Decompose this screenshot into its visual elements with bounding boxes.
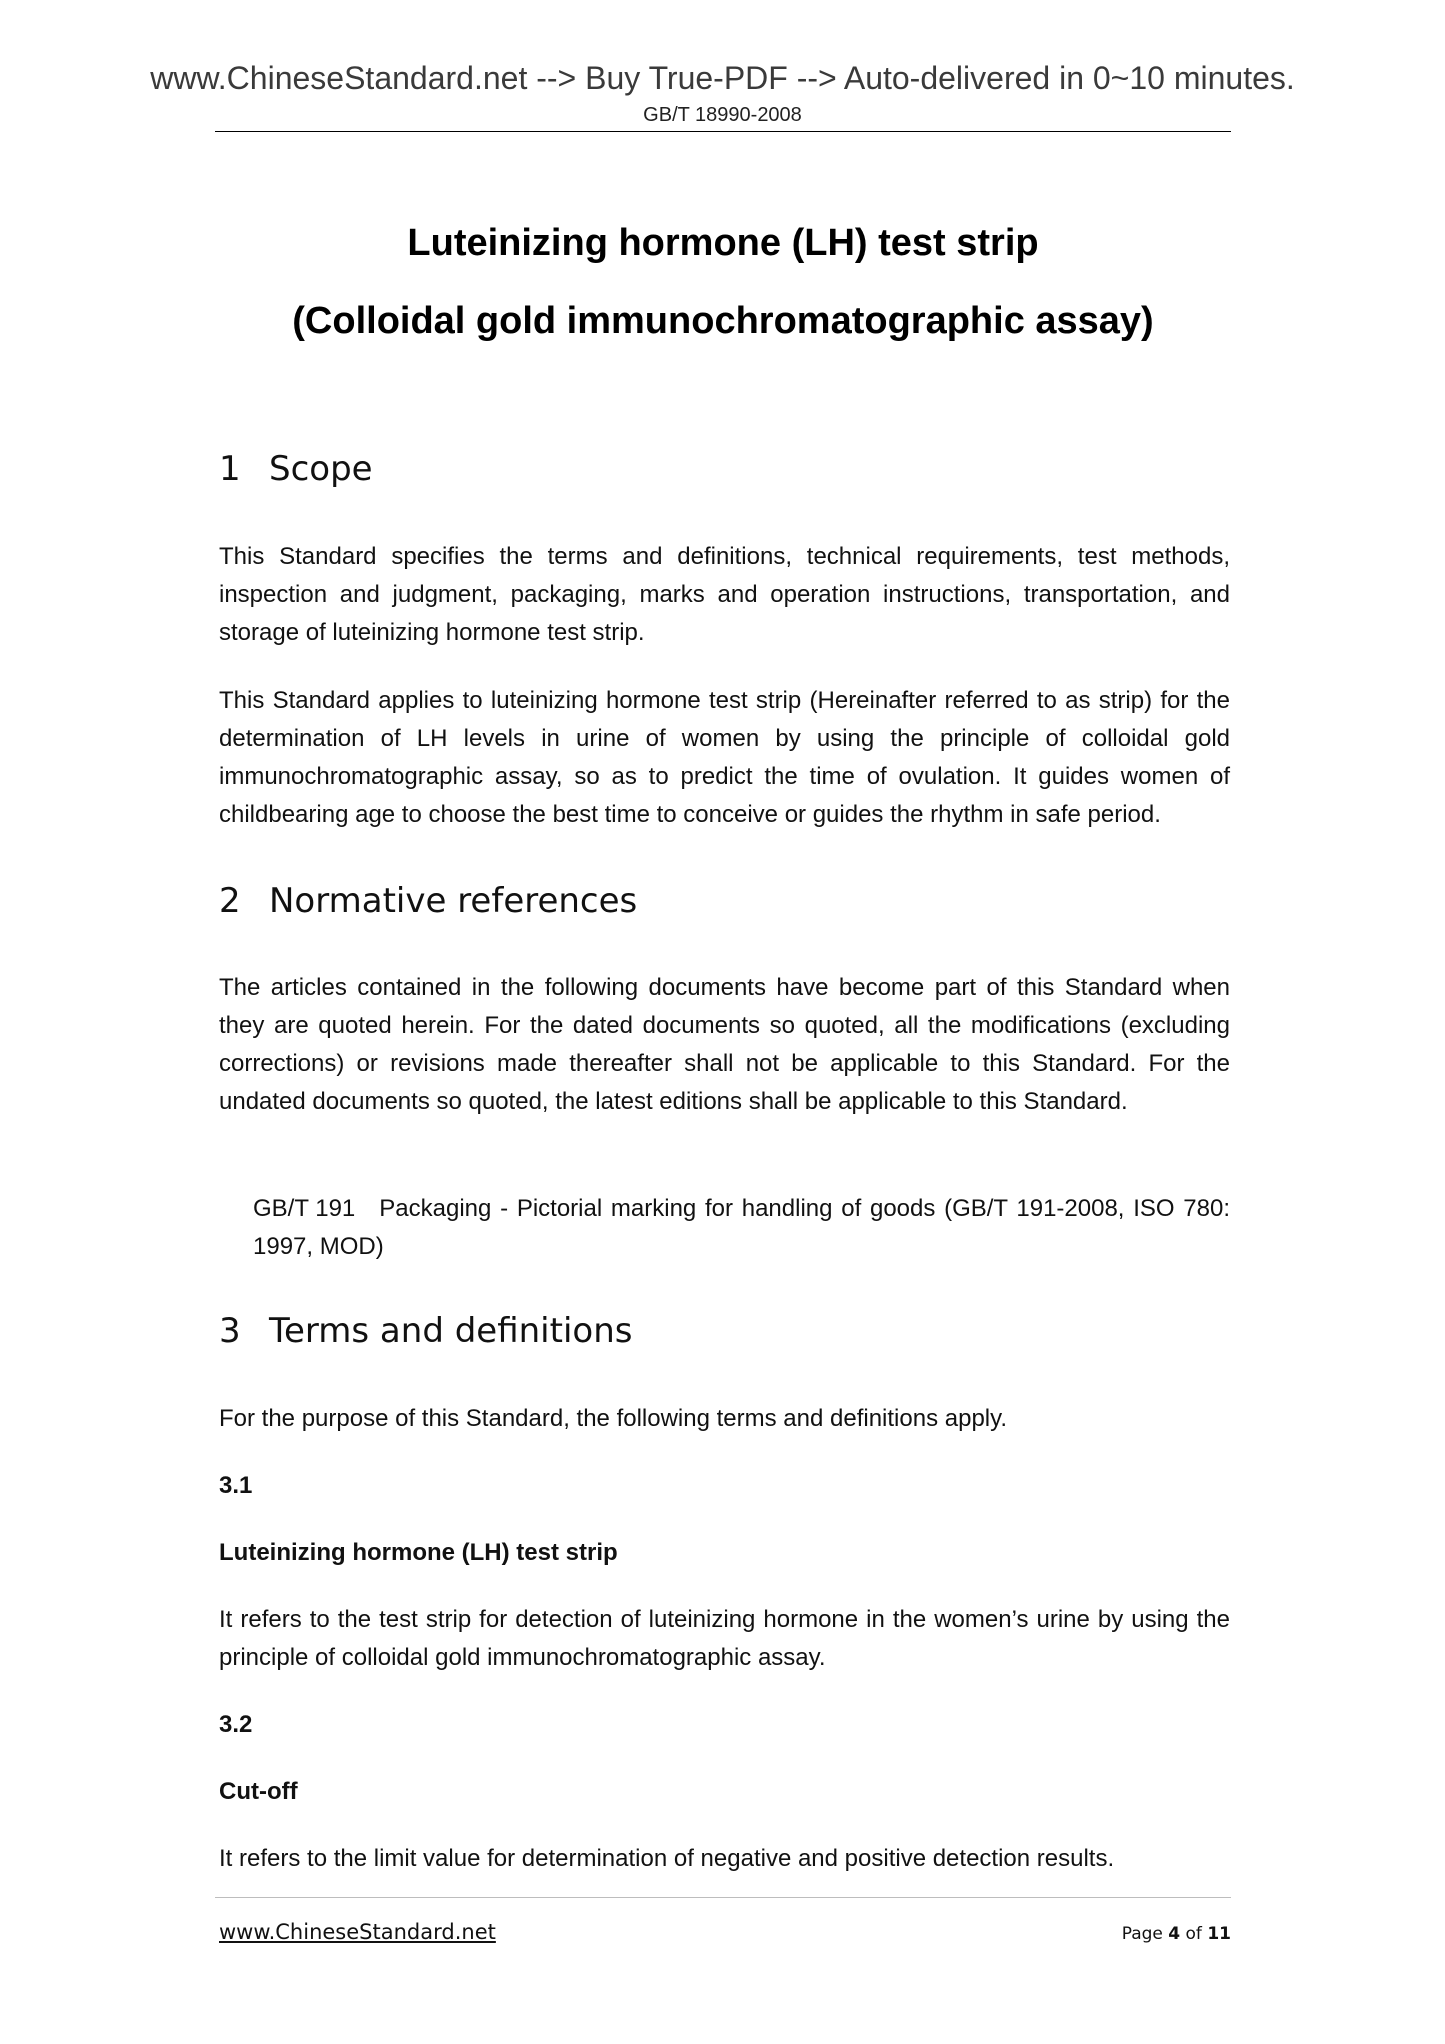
header-rule — [215, 131, 1231, 132]
document-title-line-1: Luteinizing hormone (LH) test strip — [407, 222, 1039, 264]
term-number-3-2: 3.2 — [219, 1711, 253, 1738]
section-title: Normative references — [269, 881, 638, 921]
section-heading-scope — [219, 448, 373, 490]
section-number: 2 — [219, 881, 241, 921]
term-title-lh-test-strip: Luteinizing hormone (LH) test strip — [219, 1539, 618, 1566]
page-total: 11 — [1207, 1924, 1231, 1944]
term-definition-cut-off: It refers to the limit value for determination of negative and positive detection results. — [219, 1845, 1115, 1872]
section-heading-terms-definitions — [219, 1310, 632, 1352]
reference-code: GB/T 191 — [253, 1195, 356, 1222]
normative-reference-item — [253, 1190, 1230, 1266]
section-title: Scope — [269, 449, 373, 489]
page-prefix: Page — [1121, 1924, 1163, 1944]
terms-intro: For the purpose of this Standard, the following terms and definitions apply. — [219, 1405, 1008, 1432]
footer-website-link[interactable]: www.ChineseStandard.net — [219, 1920, 496, 1944]
page-of: of — [1185, 1924, 1202, 1944]
term-number-3-1: 3.1 — [219, 1472, 253, 1499]
section-title: Terms and definitions — [269, 1311, 633, 1351]
term-title-cut-off: Cut-off — [219, 1778, 298, 1805]
scope-paragraph-1: This Standard specifies the terms and definitions, technical requirements, test methods, inspection and judgment, packaging, marks and operation instructions, transportation, and storage of luteinizing hormone test strip. — [219, 543, 1230, 646]
section-heading-normative-references — [219, 880, 637, 922]
page-indicator — [1122, 1924, 1231, 1944]
scope-paragraph-2: This Standard applies to luteinizing hormone test strip (Hereinafter referred to as strip) for the determination of LH levels in urine of women by using the principle of colloidal gold immunochromatographic assay, so as to predict the time of ovulation. It guides women of childbearing age to choose the best time to conceive or guides the rhythm in safe period. — [219, 687, 1230, 828]
term-definition-lh-test-strip: It refers to the test strip for detection of luteinizing hormone in the women’s urine by using the principle of colloidal gold immunochromatographic assay. — [219, 1606, 1230, 1671]
reference-title: Packaging - Pictorial marking for handling of goods (GB/T 191-2008, ISO 780: 1997, MOD) — [253, 1195, 1230, 1260]
document-title-line-2: (Colloidal gold immunochromatographic assay) — [292, 300, 1154, 342]
section-number: 1 — [219, 449, 241, 489]
standard-code: GB/T 18990-2008 — [643, 104, 802, 126]
purchase-banner[interactable]: www.ChineseStandard.net --> Buy True-PDF --> Auto-delivered in 0~10 minutes. — [150, 60, 1295, 96]
normative-paragraph: The articles contained in the following documents have become part of this Standard when they are quoted herein. For the dated documents so quoted, all the modifications (excluding corrections) or revisions made thereafter shall not be applicable to this Standard. For the undated documents so quoted, the latest editions shall be applicable to this Standard. — [219, 974, 1230, 1115]
page-current: 4 — [1168, 1924, 1181, 1944]
section-number: 3 — [219, 1311, 241, 1351]
footer-rule — [215, 1897, 1231, 1898]
